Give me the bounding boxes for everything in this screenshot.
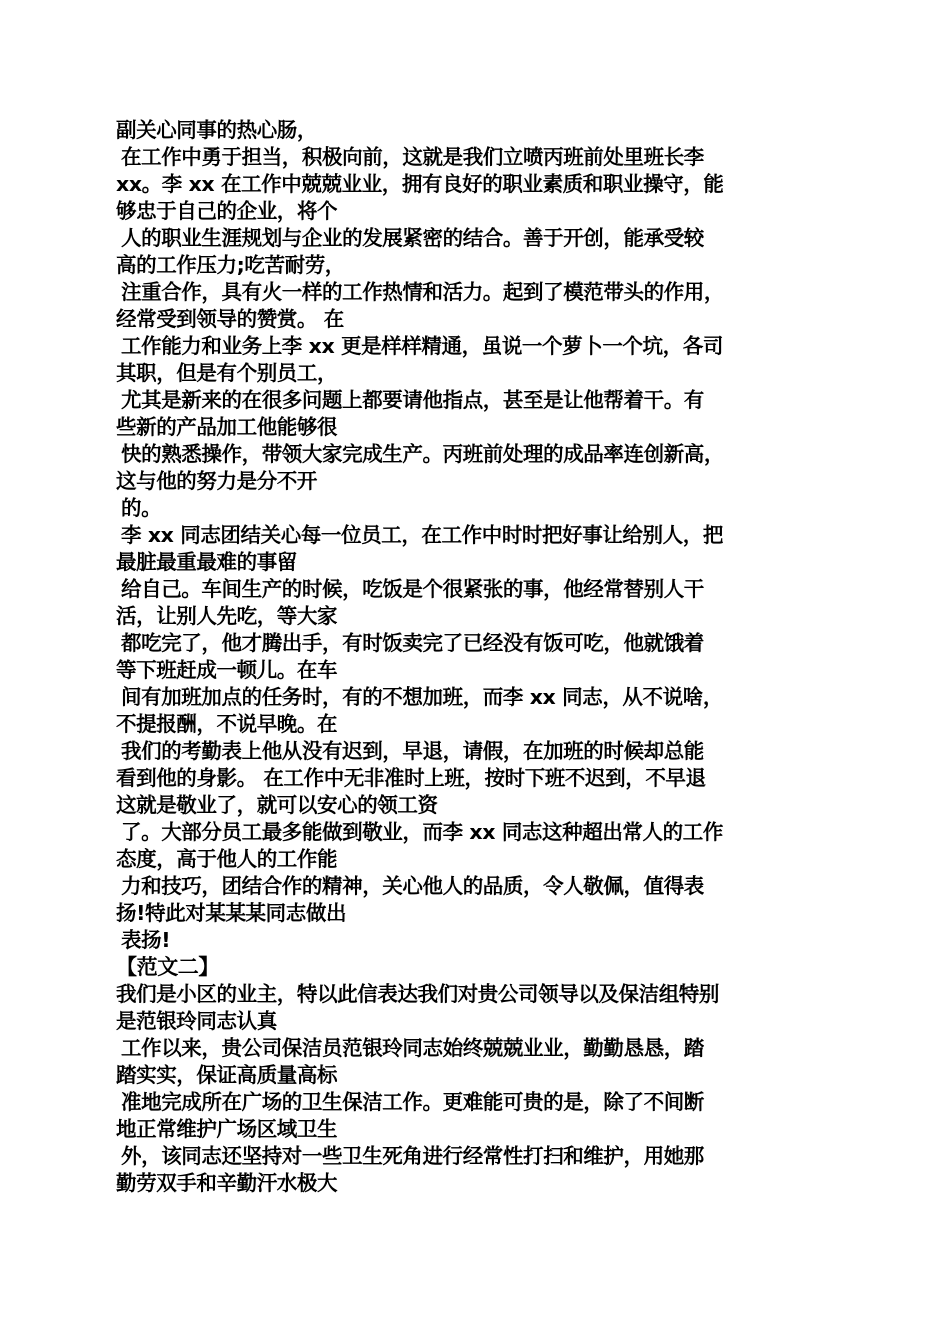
text-line: 工作以来，贵公司保洁员范银玲同志始终兢兢业业，勤勤恳恳，踏 (121, 1036, 704, 1060)
text-line: 这就是敬业了，就可以安心的领工资 (116, 793, 438, 817)
text-line: 注重合作，具有火一样的工作热情和活力。起到了模范带头的作用， (121, 280, 724, 304)
text-line: xx。李 xx 在工作中兢兢业业，拥有良好的职业素质和职业操守，能 (116, 172, 724, 196)
text-line: 勤劳双手和辛勤汗水极大 (116, 1171, 338, 1195)
text-line: 其职，但是有个别员工， (116, 361, 338, 385)
text-line: 不提报酬，不说早晚。在 (116, 712, 338, 736)
text-line: 人的职业生涯规划与企业的发展紧密的结合。善于开创，能承受较 (121, 226, 704, 250)
text-line: 扬!特此对某某某同志做出 (116, 901, 347, 925)
text-line: 都吃完了，他才腾出手，有时饭卖完了已经没有饭可吃，他就饿着 (121, 631, 704, 655)
text-line: 表扬! (121, 928, 171, 952)
text-line: 些新的产品加工他能够很 (116, 415, 338, 439)
text-line: 高的工作压力;吃苦耐劳， (116, 253, 345, 277)
text-line: 副关心同事的热心肠， (116, 118, 317, 142)
text-line: 看到他的身影。 在工作中无非准时上班，按时下班不迟到，不早退 (116, 766, 706, 790)
text-line: 够忠于自己的企业，将个 (116, 199, 338, 223)
text-line: 准地完成所在广场的卫生保洁工作。更难能可贵的是，除了不间断 (121, 1090, 704, 1114)
text-line: 了。大部分员工最多能做到敬业，而李 xx 同志这种超出常人的工作 (121, 820, 723, 844)
text-line: 间有加班加点的任务时，有的不想加班，而李 xx 同志，从不说啥， (121, 685, 723, 709)
text-line: 态度，高于他人的工作能 (116, 847, 338, 871)
section-heading: 【范文二】 (116, 955, 219, 979)
text-line: 在工作中勇于担当，积极向前，这就是我们立喷丙班前处里班长李 (121, 145, 704, 169)
text-line: 工作能力和业务上李 xx 更是样样精通，虽说一个萝卜一个坑，各司 (121, 334, 723, 358)
text-line: 活，让别人先吃，等大家 (116, 604, 338, 628)
text-line: 最脏最重最难的事留 (116, 550, 297, 574)
text-line: 地正常维护广场区域卫生 (116, 1117, 338, 1141)
text-line: 的。 (121, 496, 162, 520)
text-line: 给自己。车间生产的时候，吃饭是个很紧张的事，他经常替别人干 (121, 577, 704, 601)
text-line: 等下班赶成一顿儿。在车 (116, 658, 338, 682)
text-line: 力和技巧，团结合作的精神，关心他人的品质，令人敬佩，值得表 (121, 874, 704, 898)
text-line: 经常受到领导的赞赏。 在 (116, 307, 344, 331)
text-line: 尤其是新来的在很多问题上都要请他指点，甚至是让他帮着干。有 (121, 388, 704, 412)
text-line: 我们是小区的业主，特以此信表达我们对贵公司领导以及保洁组特别 (116, 982, 719, 1006)
document-page (116, 117, 836, 1197)
text-line: 踏实实，保证高质量高标 (116, 1063, 338, 1087)
text-line: 快的熟悉操作，带领大家完成生产。丙班前处理的成品率连创新高， (121, 442, 724, 466)
text-line: 外，该同志还坚持对一些卫生死角进行经常性打扫和维护，用她那 (121, 1144, 704, 1168)
text-line: 李 xx 同志团结关心每一位员工，在工作中时时把好事让给别人，把 (121, 523, 723, 547)
text-line: 是范银玲同志认真 (116, 1009, 277, 1033)
text-line: 这与他的努力是分不开 (116, 469, 317, 493)
text-line: 我们的考勤表上他从没有迟到，早退，请假，在加班的时候却总能 (121, 739, 704, 763)
